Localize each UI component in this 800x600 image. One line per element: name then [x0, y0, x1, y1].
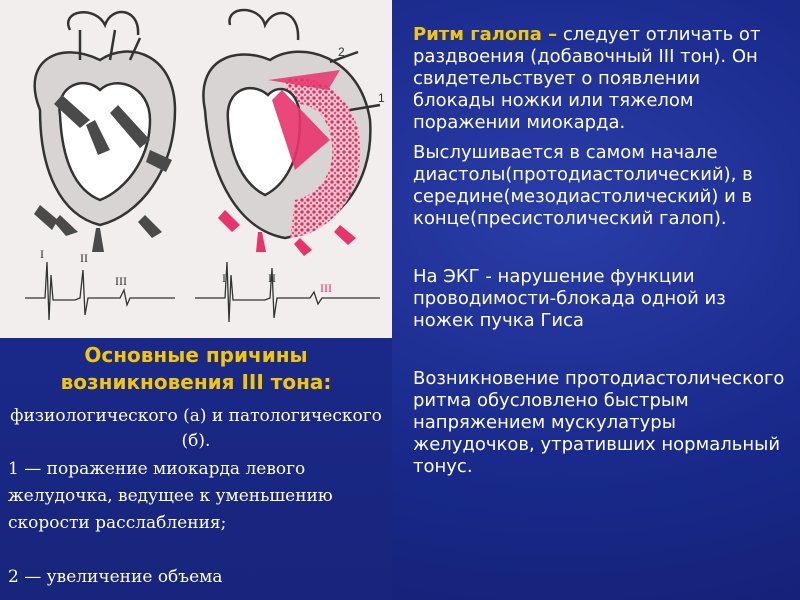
heart-illustration	[0, 0, 392, 338]
label-roman-1-left: I	[40, 247, 44, 261]
paragraph-origin: Возникновение протодиастолического ритма обусловлено быстрым напряжением мускулатуры желудочков, утративших нормальный тонус.	[413, 368, 785, 477]
caption-title: Основные причины возникновения III тона:	[60, 343, 332, 394]
callout-2: 2	[338, 45, 345, 59]
label-roman-2-left: II	[80, 251, 88, 265]
paragraph-auscultation: Выслушивается в самом начале диастолы(протодиастолический), в середине(мезодиастолический) и в конце(пресистолический галоп).	[413, 142, 753, 229]
callout-1: 1	[378, 91, 385, 105]
paragraph-ecg: На ЭКГ - нарушение функции проводимости-блокада одной из ножек пучка Гиса	[413, 266, 726, 331]
label-roman-3-left: III	[115, 274, 127, 288]
label-roman-1-right: I	[222, 271, 226, 285]
text-column	[413, 24, 785, 600]
heart-left	[35, 12, 175, 225]
caption-item-2: 2 — увеличение объема	[8, 567, 223, 587]
label-roman-3-right: III	[320, 281, 332, 295]
gallop-highlight: Ритм галопа –	[413, 24, 558, 45]
caption-subtitle: физиологического (а) и патологического (б).	[10, 406, 382, 451]
gallop-text: следует отличать от раздвоения (добавочный III тон). Он свидетельствует о появлении блокады ножки или тяжелом поражении миокарда.	[413, 24, 761, 133]
caption-panel	[0, 338, 392, 600]
paragraph-gallop	[413, 24, 785, 134]
heart-diagram	[0, 0, 392, 338]
caption-item-1: 1 — поражение миокарда левого желудочка, ведущее к уменьшению скорости расслабления;	[8, 459, 333, 533]
label-roman-2-right: II	[268, 271, 276, 285]
phonocardiogram-left	[25, 262, 175, 320]
